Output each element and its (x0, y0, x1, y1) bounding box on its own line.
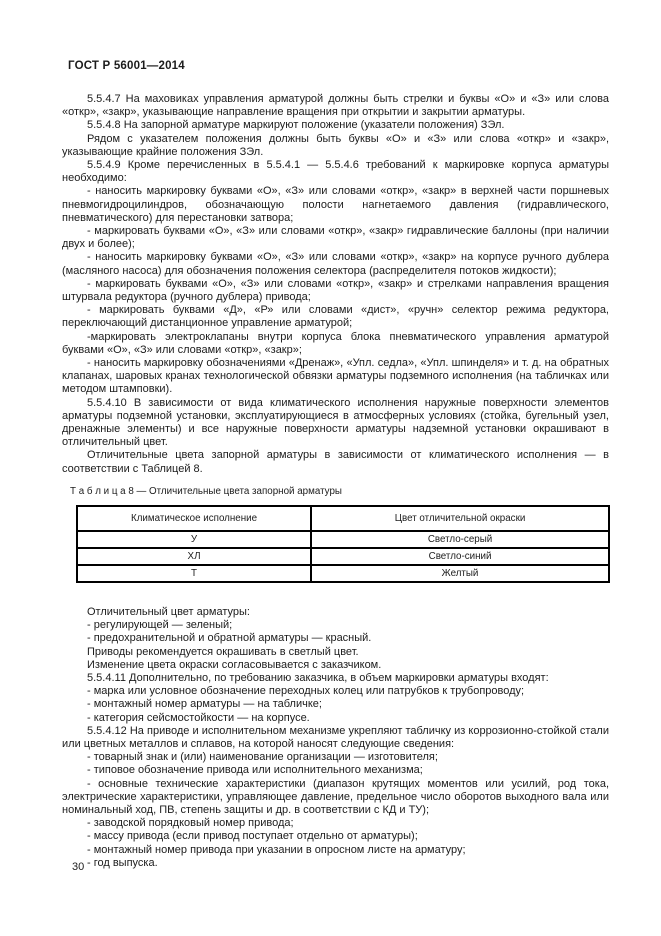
paragraph: 5.5.4.9 Кроме перечисленных в 5.5.4.1 — 5.5.4.6 требований к маркировке корпуса арматуры необходимо: (62, 159, 609, 185)
table-cell-climate: ХЛ (77, 548, 311, 565)
table-cell-climate: У (77, 531, 311, 548)
paragraph: - товарный знак и (или) наименование организации — изготовителя; (87, 751, 438, 764)
page-number: 30 (72, 861, 85, 873)
paragraph: - год выпуска. (87, 856, 158, 869)
paragraph: - наносить маркировку буквами «О», «З» или словами «откр», «закр» на корпусе ручного дублера (масляного насоса) для обозначения положения селектора (распределителя потоков жидкости); (62, 251, 609, 277)
paragraph: - заводской порядковый номер привода; (87, 817, 294, 830)
paragraph: Рядом с указателем положения должны быть буквы «О» и «З» или слова «откр» и «закр», указывающие крайние положения ЗЭл. (62, 132, 609, 158)
paragraph: - маркировать буквами «О», «З» или словами «откр», «закр» и стрелками направления вращения штурвала редуктора (ручного дублера) привода; (62, 277, 609, 304)
table8-header-cell-color: Цвет отличительной окраски (311, 506, 609, 531)
paragraph: Приводы рекомендуется окрашивать в светлый цвет. (87, 645, 359, 658)
paragraph: - наносить маркировку обозначениями «Дренаж», «Упл. седла», «Упл. шпинделя» и т. д. на обратных клапанах, шаровых кранах технологической обвязки арматуры подземного исполнения (на табличках или методом штамповки). (62, 357, 609, 396)
body-paragraphs (62, 93, 609, 476)
table8-caption: Т а б л и ц а 8 — Отличительные цвета запорной арматуры (70, 485, 342, 497)
paragraph: 5.5.4.12 На приводе и исполнительном механизме укрепляют табличку из коррозионно-стойкой стали или цветных металлов и сплавов, на которой наносят следующие сведения: (62, 724, 609, 750)
paragraph: - монтажный номер привода при указании в опросном листе на арматуру; (87, 843, 466, 856)
paragraph: - предохранительной и обратной арматуры — красный. (87, 632, 372, 645)
paragraph: - монтажный номер арматуры — на табличке; (87, 698, 322, 711)
table-cell-color: Желтый (311, 565, 609, 582)
paragraph: - основные технические характеристики (диапазон крутящих моментов или усилий, род тока, электрические характеристики, управляющее давление, предельное число оборотов выходного вала или номинальный ход, ПВ, степень защиты и др. в соответствии с КД и ТУ); (62, 777, 609, 816)
table8 (76, 505, 610, 583)
paragraph: - регулирующей — зеленый; (87, 619, 233, 632)
paragraph: 5.5.4.11 Дополнительно, по требованию заказчика, в объем маркировки арматуры входят: (87, 671, 549, 684)
paragraph: 5.5.4.10 В зависимости от вида климатического исполнения наружные поверхности элементов арматуры подземной установки, эксплуатирующиеся в атмосферных условиях (стойка, бугельный узел, дренажные элементы) и все наружные поверхности арматуры надземной установки окрашивают в отличительный цвет. (62, 396, 609, 449)
table-cell-color: Светло-синий (311, 548, 609, 565)
paragraph: Изменение цвета окраски согласовывается с заказчиком. (87, 658, 382, 671)
paragraph: - наносить маркировку буквами «О», «З» или словами «откр», «закр» в верхней части поршневых пневмогидроцилиндров, обозначающую полости нагнетаемого давления (гидравлического, пневматического) для перестановки затвора; (62, 185, 609, 224)
table-row (77, 548, 609, 565)
table8-body (77, 531, 609, 582)
paragraph: 5.5.4.7 На маховиках управления арматурой должны быть стрелки и буквы «О» и «З» или слова «откр», «закр», указывающие направление вращения при открытии и закрытии арматуры. (62, 93, 609, 119)
table8-header-row (77, 506, 609, 531)
table-row (77, 531, 609, 548)
paragraph: - маркировать буквами «Д», «Р» или словами «дист», «ручн» селектор режима редуктора, переключающий дистанционное управление арматурой; (62, 304, 609, 330)
paragraph: - категория сейсмостойкости — на корпусе. (87, 711, 310, 724)
paragraph: - массу привода (если привод поступает отдельно от арматуры); (87, 830, 418, 843)
table8-header-cell-climate: Климатическое исполнение (77, 506, 311, 531)
paragraph: Отличительные цвета запорной арматуры в зависимости от климатического исполнения — в соответствии с Таблицей 8. (62, 449, 609, 475)
paragraph: - типовое обозначение привода или исполнительного механизма; (87, 764, 423, 777)
paragraph: - марка или условное обозначение переходных колец или патрубков к трубопроводу; (87, 685, 525, 698)
paragraph: -маркировать электроклапаны внутри корпуса блока пневматического управления арматурой буквами «О», «З» или словами «откр», «закр»; (62, 330, 609, 356)
after-table-paragraphs (62, 606, 609, 870)
paragraph: 5.5.4.8 На запорной арматуре маркируют положение (указатели положения) ЗЭл. (87, 119, 505, 132)
paragraph: Отличительный цвет арматуры: (87, 605, 250, 618)
standard-code: ГОСТ Р 56001—2014 (68, 60, 185, 72)
table-row (77, 565, 609, 582)
page-content (62, 60, 609, 870)
paragraph: - маркировать буквами «О», «З» или словами «откр», «закр» гидравлические баллоны (при наличии двух и более); (62, 225, 609, 251)
table-cell-climate: Т (77, 565, 311, 582)
table-cell-color: Светло-серый (311, 531, 609, 548)
